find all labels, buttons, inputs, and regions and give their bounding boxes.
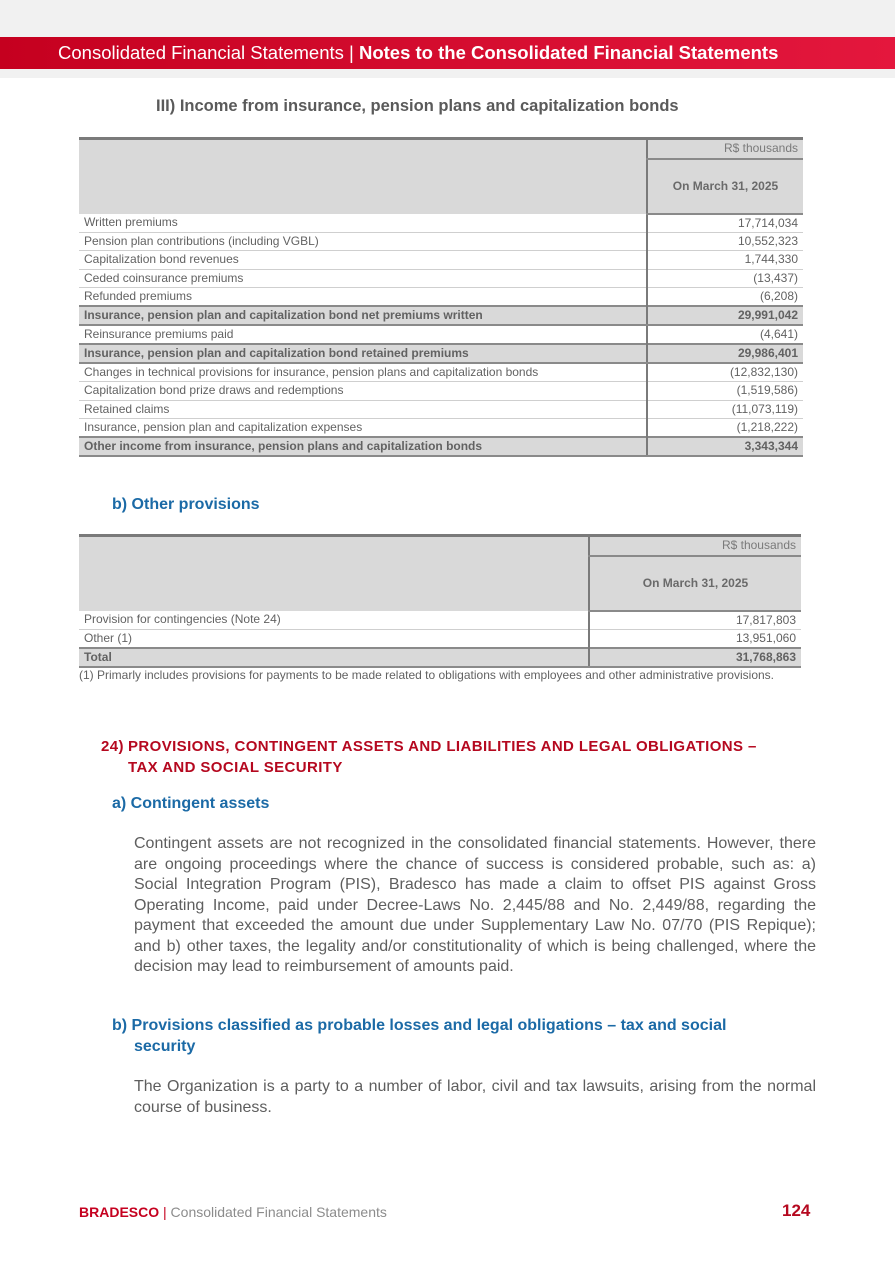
row-value: 3,343,344 — [647, 437, 803, 456]
contingent-assets-heading: a) Contingent assets — [112, 795, 270, 812]
income-table — [79, 137, 803, 457]
row-label: Other (1) — [79, 629, 589, 648]
subtotal-row — [79, 437, 803, 456]
other-provisions-heading: b) Other provisions — [112, 496, 260, 513]
note-number: 24) — [101, 738, 124, 755]
footer-brand: BRADESCO — [79, 1204, 160, 1220]
note-24-heading — [101, 736, 821, 778]
row-label: Refunded premiums — [79, 288, 647, 307]
units-label: R$ thousands — [589, 536, 801, 556]
row-value: (6,208) — [647, 288, 803, 307]
row-value: (13,437) — [647, 269, 803, 288]
row-value: 1,744,330 — [647, 251, 803, 270]
note-title-line2: TAX AND SOCIAL SECURITY — [128, 759, 343, 776]
row-label: Capitalization bond prize draws and redemptions — [79, 382, 647, 401]
row-value: 17,817,803 — [589, 611, 801, 630]
footer-label: Consolidated Financial Statements — [170, 1204, 387, 1220]
table-row — [79, 232, 803, 251]
row-value: (11,073,119) — [647, 400, 803, 419]
column-header: On March 31, 2025 — [589, 556, 801, 611]
table-row — [79, 363, 803, 382]
row-label: Retained claims — [79, 400, 647, 419]
page-number: 124 — [782, 1201, 811, 1220]
subtotal-row — [79, 648, 801, 667]
row-value: 10,552,323 — [647, 232, 803, 251]
footer-separator: | — [159, 1204, 171, 1220]
provisions-heading-line2: security — [134, 1038, 196, 1055]
header-blank-cell — [79, 536, 589, 611]
header-blank-cell — [79, 139, 647, 214]
other-provisions-table — [79, 534, 801, 668]
row-value: 29,986,401 — [647, 344, 803, 363]
units-label: R$ thousands — [647, 139, 803, 159]
row-label: Pension plan contributions (including VGBL) — [79, 232, 647, 251]
table-row — [79, 325, 803, 344]
row-label: Written premiums — [79, 214, 647, 233]
header-bar — [0, 37, 895, 69]
row-label: Other income from insurance, pension plans and capitalization bonds — [79, 437, 647, 456]
header-section: Consolidated Financial Statements — [58, 42, 344, 63]
row-label: Reinsurance premiums paid — [79, 325, 647, 344]
table-row — [79, 269, 803, 288]
row-label: Capitalization bond revenues — [79, 251, 647, 270]
subtotal-row — [79, 344, 803, 363]
row-label: Insurance, pension plan and capitalization expenses — [79, 419, 647, 438]
row-value: 13,951,060 — [589, 629, 801, 648]
table-row — [79, 382, 803, 401]
income-table-title: III) Income from insurance, pension plans and capitalization bonds — [156, 97, 679, 115]
table-row — [79, 611, 801, 630]
row-value: (4,641) — [647, 325, 803, 344]
provisions-heading — [112, 1015, 812, 1057]
other-provisions-table-body — [79, 611, 801, 667]
contingent-assets-paragraph: Contingent assets are not recognized in the consolidated financial statements. However, there are ongoing proceedings where the chance of success is considered probable, such as: a) Social Integration Program (PIS), Bradesco has made a claim to offset PIS against Gross Operating Income, paid under Decree-Laws No. 2,445/88 and No. 2,449/88, regarding the payment that exceeded the amount due under Supplementary Law No. 07/70 (PIS Repique); and b) other taxes, the legality and/or constitutionality of which is being challenged, where the decision may lead to reimbursement of amounts paid. — [134, 835, 816, 975]
footer — [79, 1204, 387, 1220]
table-row — [79, 419, 803, 438]
row-value: 17,714,034 — [647, 214, 803, 233]
table-row — [79, 629, 801, 648]
row-value: (1,519,586) — [647, 382, 803, 401]
subtotal-row — [79, 306, 803, 325]
row-label: Changes in technical provisions for insurance, pension plans and capitalization bonds — [79, 363, 647, 382]
header-separator: | — [343, 42, 359, 63]
income-table-body — [79, 214, 803, 457]
table-row — [79, 214, 803, 233]
provisions-paragraph: The Organization is a party to a number of labor, civil and tax lawsuits, arising from the normal course of business. — [134, 1078, 816, 1116]
row-value: (1,218,222) — [647, 419, 803, 438]
row-value: 29,991,042 — [647, 306, 803, 325]
note-title-line1: PROVISIONS, CONTINGENT ASSETS AND LIABILITIES AND LEGAL OBLIGATIONS – — [128, 738, 757, 755]
table-row — [79, 288, 803, 307]
row-value: 31,768,863 — [589, 648, 801, 667]
provisions-heading-line1: b) Provisions classified as probable losses and legal obligations – tax and social — [112, 1017, 727, 1034]
row-label: Insurance, pension plan and capitalization bond net premiums written — [79, 306, 647, 325]
header-gap — [0, 69, 895, 78]
row-label: Insurance, pension plan and capitalization bond retained premiums — [79, 344, 647, 363]
row-label: Ceded coinsurance premiums — [79, 269, 647, 288]
header-subsection: Notes to the Consolidated Financial Statements — [358, 42, 779, 63]
row-label: Provision for contingencies (Note 24) — [79, 611, 589, 630]
row-label: Total — [79, 648, 589, 667]
table-row — [79, 400, 803, 419]
row-value: (12,832,130) — [647, 363, 803, 382]
column-header: On March 31, 2025 — [647, 159, 803, 214]
table-row — [79, 251, 803, 270]
table-footnote: (1) Primarly includes provisions for payments to be made related to obligations with employees and other administrative provisions. — [79, 668, 774, 682]
